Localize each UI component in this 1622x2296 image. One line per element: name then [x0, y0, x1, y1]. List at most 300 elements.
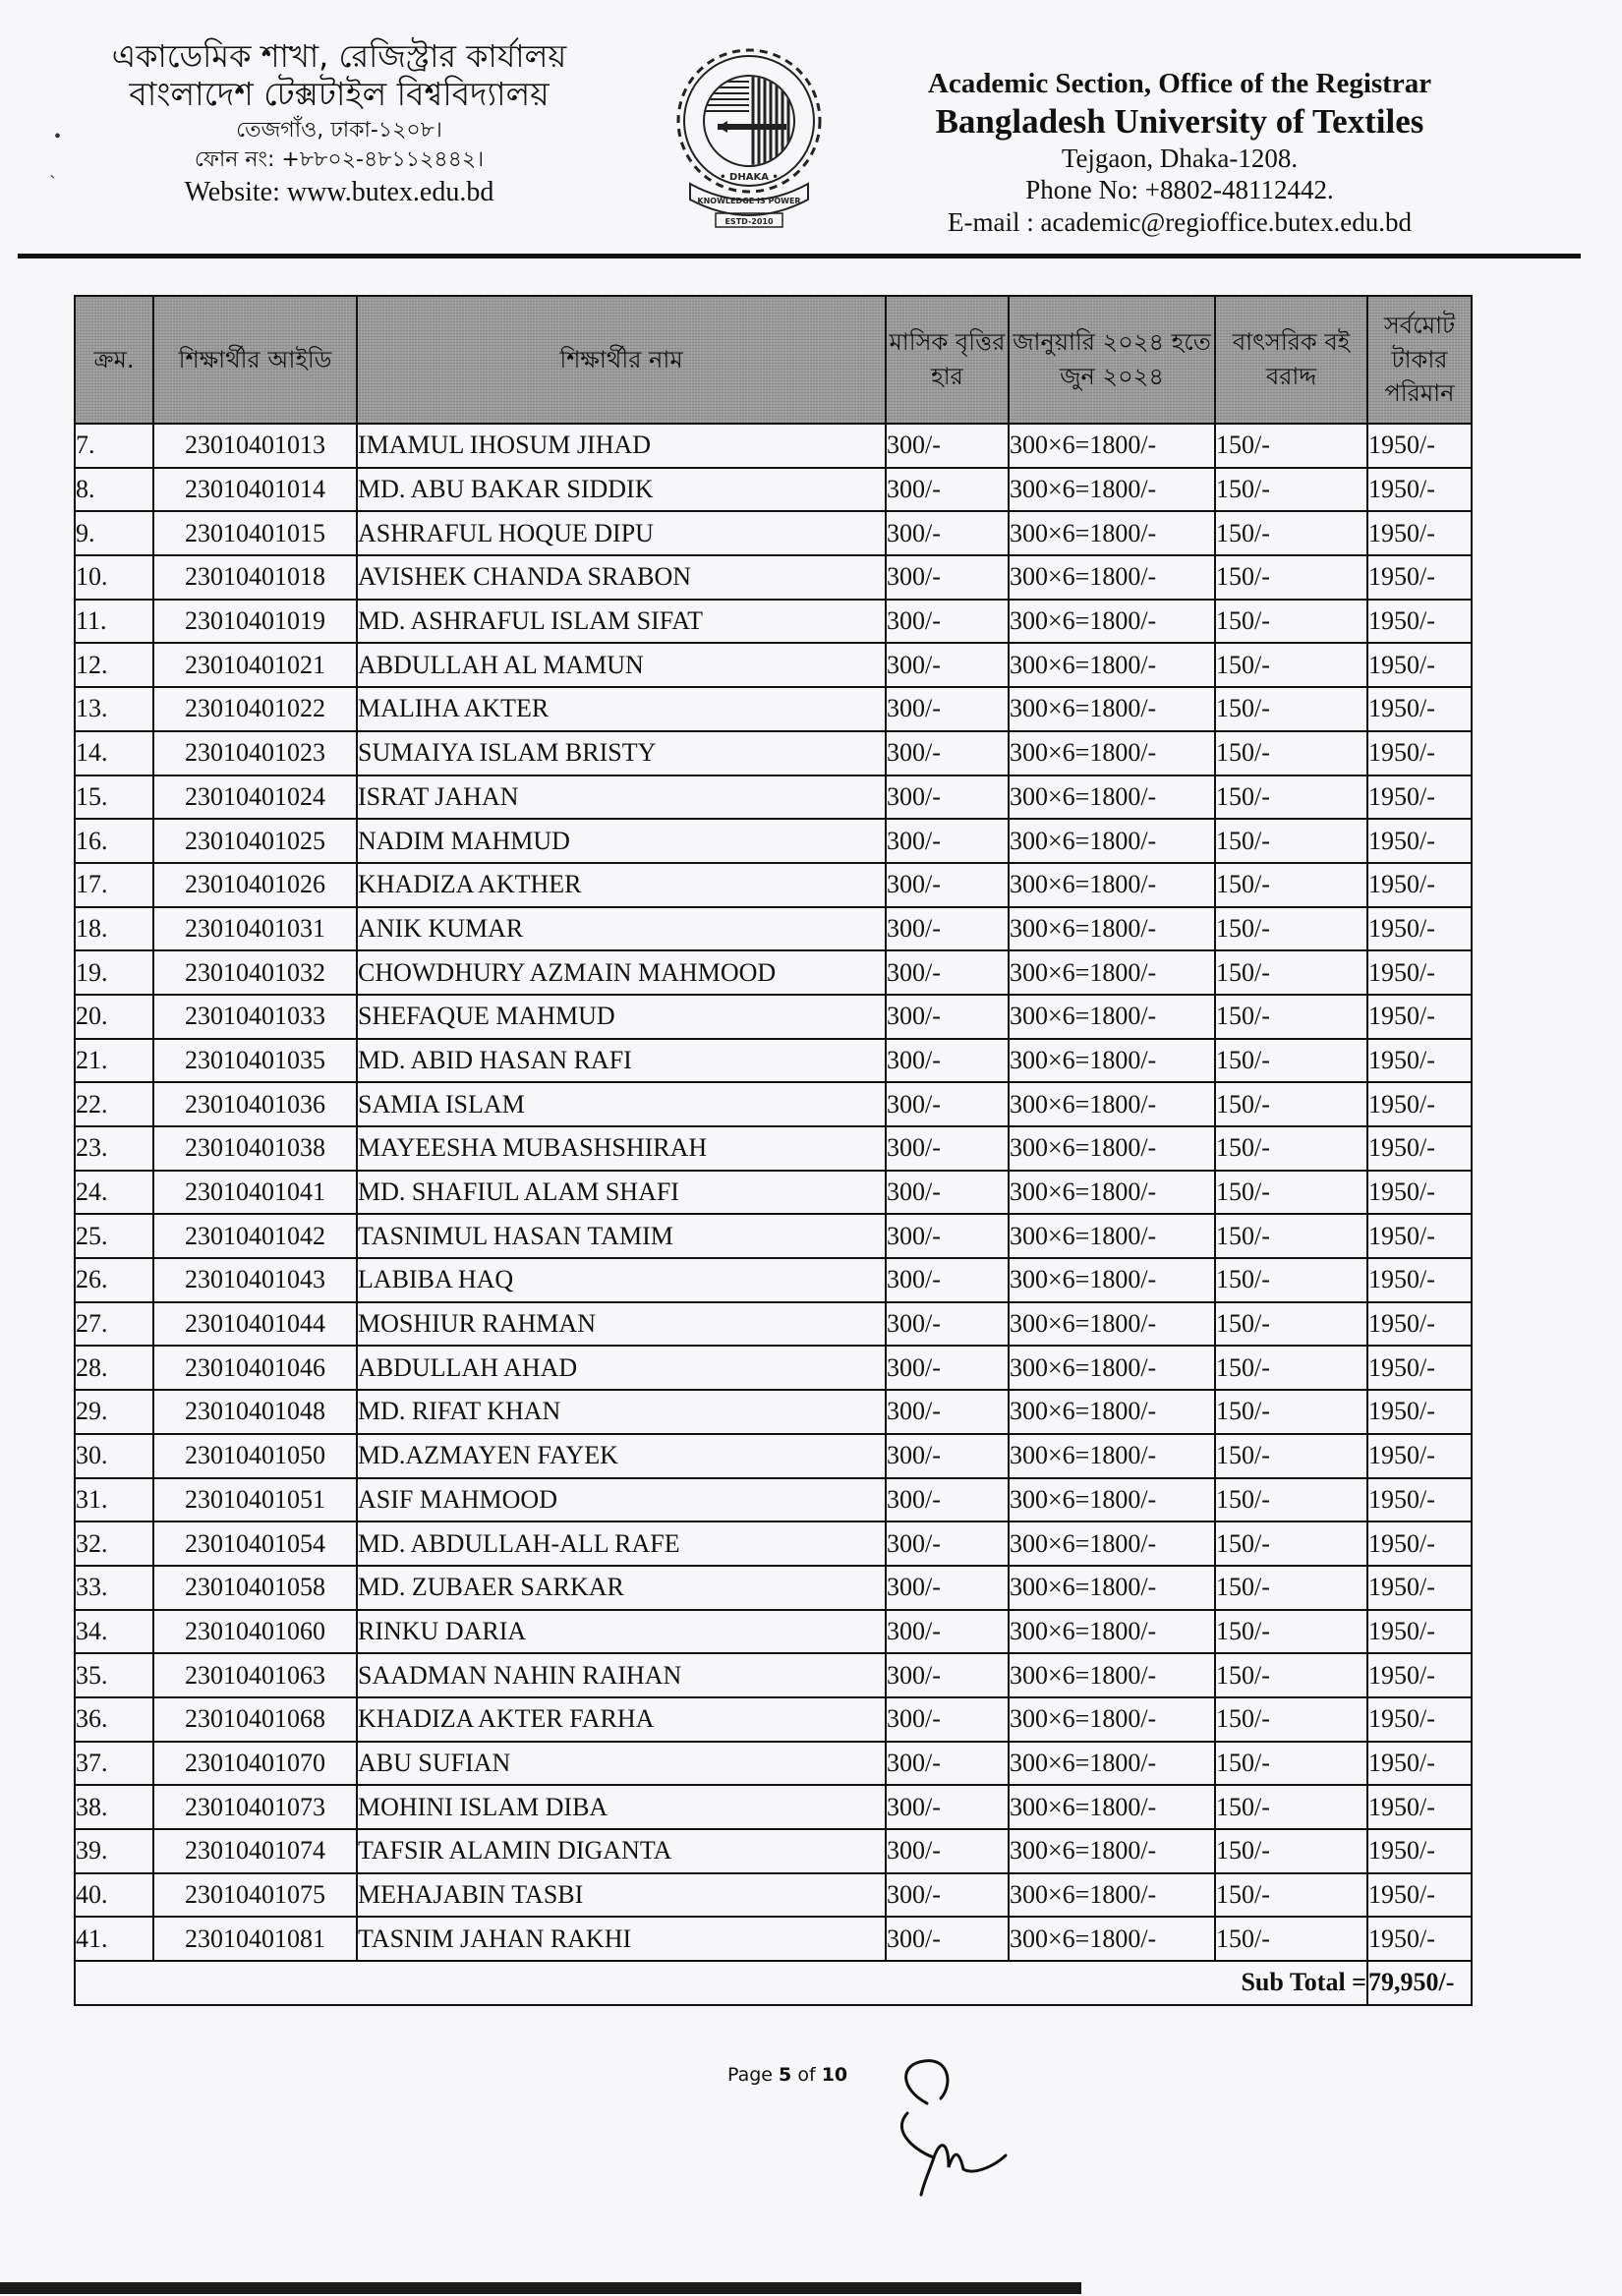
table-row	[75, 1566, 1472, 1610]
row-six-month-calc: 300×6=1800/-	[1009, 907, 1215, 951]
row-serial: 30.	[75, 1434, 153, 1478]
row-student-id: 23010401042	[153, 1214, 357, 1258]
row-total-amount: 1950/-	[1367, 511, 1472, 555]
row-six-month-calc: 300×6=1800/-	[1009, 1917, 1215, 1961]
table-row	[75, 1653, 1472, 1697]
row-student-id: 23010401050	[153, 1434, 357, 1478]
table-row	[75, 1610, 1472, 1654]
row-six-month-calc: 300×6=1800/-	[1009, 1258, 1215, 1302]
row-student-name: ASIF MAHMOOD	[357, 1478, 886, 1522]
row-student-name: MEHAJABIN TASBI	[357, 1873, 886, 1918]
row-book-allowance: 150/-	[1215, 1214, 1367, 1258]
row-student-id: 23010401015	[153, 511, 357, 555]
row-student-name: SHEFAQUE MAHMUD	[357, 995, 886, 1039]
row-total-amount: 1950/-	[1367, 1566, 1472, 1610]
row-student-id: 23010401063	[153, 1653, 357, 1697]
row-serial: 41.	[75, 1917, 153, 1961]
row-six-month-calc: 300×6=1800/-	[1009, 424, 1215, 468]
row-six-month-calc: 300×6=1800/-	[1009, 819, 1215, 863]
row-six-month-calc: 300×6=1800/-	[1009, 1521, 1215, 1566]
row-monthly-rate: 300/-	[886, 687, 1009, 731]
row-total-amount: 1950/-	[1367, 819, 1472, 863]
row-student-id: 23010401051	[153, 1478, 357, 1522]
row-student-name: MD. RIFAT KHAN	[357, 1390, 886, 1434]
gear-ring	[678, 50, 820, 192]
row-total-amount: 1950/-	[1367, 907, 1472, 951]
row-six-month-calc: 300×6=1800/-	[1009, 511, 1215, 555]
row-student-id: 23010401044	[153, 1302, 357, 1347]
letterhead-english	[895, 67, 1465, 238]
row-student-name: MAYEESHA MUBASHSHIRAH	[357, 1126, 886, 1171]
row-book-allowance: 150/-	[1215, 1873, 1367, 1918]
row-monthly-rate: 300/-	[886, 995, 1009, 1039]
page-current: 5	[779, 2064, 792, 2086]
row-student-id: 23010401043	[153, 1258, 357, 1302]
row-six-month-calc: 300×6=1800/-	[1009, 1697, 1215, 1742]
row-six-month-calc: 300×6=1800/-	[1009, 1785, 1215, 1829]
row-total-amount: 1950/-	[1367, 775, 1472, 820]
row-monthly-rate: 300/-	[886, 1171, 1009, 1215]
table-row	[75, 1521, 1472, 1566]
row-six-month-calc: 300×6=1800/-	[1009, 1126, 1215, 1171]
row-monthly-rate: 300/-	[886, 600, 1009, 644]
row-monthly-rate: 300/-	[886, 1390, 1009, 1434]
row-book-allowance: 150/-	[1215, 1785, 1367, 1829]
subtotal-value: 79,950/-	[1367, 1961, 1472, 2005]
row-book-allowance: 150/-	[1215, 1039, 1367, 1083]
row-student-name: ISRAT JAHAN	[357, 775, 886, 820]
table-row	[75, 468, 1472, 512]
row-serial: 8.	[75, 468, 153, 512]
row-monthly-rate: 300/-	[886, 1917, 1009, 1961]
row-total-amount: 1950/-	[1367, 1346, 1472, 1390]
row-total-amount: 1950/-	[1367, 1697, 1472, 1742]
subtotal-row	[75, 1961, 1472, 2005]
row-student-id: 23010401068	[153, 1697, 357, 1742]
row-six-month-calc: 300×6=1800/-	[1009, 1171, 1215, 1215]
row-six-month-calc: 300×6=1800/-	[1009, 1302, 1215, 1347]
row-book-allowance: 150/-	[1215, 819, 1367, 863]
english-office-name: Academic Section, Office of the Registrar	[927, 68, 1432, 99]
row-student-id: 23010401073	[153, 1785, 357, 1829]
row-six-month-calc: 300×6=1800/-	[1009, 643, 1215, 687]
row-student-id: 23010401058	[153, 1566, 357, 1610]
row-student-id: 23010401033	[153, 995, 357, 1039]
row-student-id: 23010401014	[153, 468, 357, 512]
row-student-id: 23010401032	[153, 950, 357, 995]
row-student-name: SAADMAN NAHIN RAIHAN	[357, 1653, 886, 1697]
row-total-amount: 1950/-	[1367, 1258, 1472, 1302]
row-serial: 23.	[75, 1126, 153, 1171]
row-book-allowance: 150/-	[1215, 687, 1367, 731]
table-row	[75, 819, 1472, 863]
row-serial: 34.	[75, 1610, 153, 1654]
table-header-row	[75, 296, 1472, 424]
row-monthly-rate: 300/-	[886, 731, 1009, 775]
table-row	[75, 1082, 1472, 1126]
row-book-allowance: 150/-	[1215, 731, 1367, 775]
row-monthly-rate: 300/-	[886, 555, 1009, 600]
header-divider	[18, 254, 1581, 258]
row-book-allowance: 150/-	[1215, 1653, 1367, 1697]
row-six-month-calc: 300×6=1800/-	[1009, 600, 1215, 644]
row-six-month-calc: 300×6=1800/-	[1009, 1434, 1215, 1478]
row-book-allowance: 150/-	[1215, 643, 1367, 687]
row-six-month-calc: 300×6=1800/-	[1009, 1039, 1215, 1083]
row-monthly-rate: 300/-	[886, 1126, 1009, 1171]
row-book-allowance: 150/-	[1215, 600, 1367, 644]
table-row	[75, 1785, 1472, 1829]
row-six-month-calc: 300×6=1800/-	[1009, 1742, 1215, 1786]
page-total: 10	[821, 2064, 848, 2086]
row-total-amount: 1950/-	[1367, 1873, 1472, 1918]
table-row	[75, 555, 1472, 600]
row-monthly-rate: 300/-	[886, 1873, 1009, 1918]
row-student-name: MD.AZMAYEN FAYEK	[357, 1434, 886, 1478]
row-student-id: 23010401013	[153, 424, 357, 468]
row-student-name: MALIHA AKTER	[357, 687, 886, 731]
row-serial: 19.	[75, 950, 153, 995]
row-serial: 17.	[75, 863, 153, 907]
row-book-allowance: 150/-	[1215, 1346, 1367, 1390]
subtotal-label: Sub Total =	[75, 1961, 1367, 2005]
row-student-name: MD. SHAFIUL ALAM SHAFI	[357, 1171, 886, 1215]
row-total-amount: 1950/-	[1367, 1653, 1472, 1697]
row-monthly-rate: 300/-	[886, 1214, 1009, 1258]
row-monthly-rate: 300/-	[886, 907, 1009, 951]
row-student-name: ABDULLAH AHAD	[357, 1346, 886, 1390]
row-student-name: NADIM MAHMUD	[357, 819, 886, 863]
row-serial: 40.	[75, 1873, 153, 1918]
row-total-amount: 1950/-	[1367, 1610, 1472, 1654]
row-serial: 20.	[75, 995, 153, 1039]
row-total-amount: 1950/-	[1367, 1082, 1472, 1126]
table-row	[75, 995, 1472, 1039]
row-student-name: SAMIA ISLAM	[357, 1082, 886, 1126]
row-serial: 39.	[75, 1829, 153, 1873]
row-total-amount: 1950/-	[1367, 863, 1472, 907]
row-student-id: 23010401036	[153, 1082, 357, 1126]
bangla-university-name: বাংলাদেশ টেক্সটাইল বিশ্ববিদ্যালয়	[129, 75, 550, 114]
table-row	[75, 1873, 1472, 1918]
row-serial: 14.	[75, 731, 153, 775]
row-total-amount: 1950/-	[1367, 643, 1472, 687]
row-six-month-calc: 300×6=1800/-	[1009, 863, 1215, 907]
table-row	[75, 775, 1472, 820]
page-number	[727, 2064, 847, 2086]
row-serial: 10.	[75, 555, 153, 600]
bangla-phone: ফোন নং: +৮৮০২-৪৮১১২৪৪২।	[194, 147, 485, 173]
row-student-name: MOSHIUR RAHMAN	[357, 1302, 886, 1347]
row-total-amount: 1950/-	[1367, 950, 1472, 995]
row-book-allowance: 150/-	[1215, 1917, 1367, 1961]
row-total-amount: 1950/-	[1367, 1126, 1472, 1171]
row-six-month-calc: 300×6=1800/-	[1009, 995, 1215, 1039]
row-monthly-rate: 300/-	[886, 1742, 1009, 1786]
row-student-id: 23010401021	[153, 643, 357, 687]
row-total-amount: 1950/-	[1367, 1214, 1472, 1258]
row-serial: 13.	[75, 687, 153, 731]
row-serial: 37.	[75, 1742, 153, 1786]
row-student-id: 23010401018	[153, 555, 357, 600]
row-six-month-calc: 300×6=1800/-	[1009, 1653, 1215, 1697]
row-total-amount: 1950/-	[1367, 600, 1472, 644]
university-logo-icon	[668, 44, 831, 241]
row-student-name: LABIBA HAQ	[357, 1258, 886, 1302]
row-serial: 32.	[75, 1521, 153, 1566]
row-serial: 7.	[75, 424, 153, 468]
row-total-amount: 1950/-	[1367, 1785, 1472, 1829]
logo-established-text: ESTD-2010	[724, 217, 774, 226]
row-monthly-rate: 300/-	[886, 1521, 1009, 1566]
table-row	[75, 1917, 1472, 1961]
row-total-amount: 1950/-	[1367, 555, 1472, 600]
row-student-name: ABDULLAH AL MAMUN	[357, 643, 886, 687]
row-total-amount: 1950/-	[1367, 1521, 1472, 1566]
row-serial: 38.	[75, 1785, 153, 1829]
row-serial: 33.	[75, 1566, 153, 1610]
row-monthly-rate: 300/-	[886, 1346, 1009, 1390]
row-monthly-rate: 300/-	[886, 819, 1009, 863]
row-serial: 18.	[75, 907, 153, 951]
row-student-name: KHADIZA AKTER FARHA	[357, 1697, 886, 1742]
row-student-name: ASHRAFUL HOQUE DIPU	[357, 511, 886, 555]
table-row	[75, 1039, 1472, 1083]
row-student-id: 23010401046	[153, 1346, 357, 1390]
row-total-amount: 1950/-	[1367, 1039, 1472, 1083]
row-serial: 29.	[75, 1390, 153, 1434]
table-row	[75, 600, 1472, 644]
table-row	[75, 643, 1472, 687]
row-book-allowance: 150/-	[1215, 1126, 1367, 1171]
row-book-allowance: 150/-	[1215, 1082, 1367, 1126]
row-book-allowance: 150/-	[1215, 468, 1367, 512]
english-email: E-mail : academic@regioffice.butex.edu.bd	[948, 206, 1412, 237]
row-serial: 24.	[75, 1171, 153, 1215]
signature-icon	[880, 2059, 1017, 2197]
row-student-name: SUMAIYA ISLAM BRISTY	[357, 731, 886, 775]
row-student-name: IMAMUL IHOSUM JIHAD	[357, 424, 886, 468]
row-student-name: TASNIM JAHAN RAKHI	[357, 1917, 886, 1961]
table-row	[75, 1171, 1472, 1215]
row-student-id: 23010401041	[153, 1171, 357, 1215]
row-student-id: 23010401031	[153, 907, 357, 951]
row-book-allowance: 150/-	[1215, 1258, 1367, 1302]
row-book-allowance: 150/-	[1215, 424, 1367, 468]
row-six-month-calc: 300×6=1800/-	[1009, 1873, 1215, 1918]
table-row	[75, 1346, 1472, 1390]
row-monthly-rate: 300/-	[886, 950, 1009, 995]
row-six-month-calc: 300×6=1800/-	[1009, 1214, 1215, 1258]
row-student-name: CHOWDHURY AZMAIN MAHMOOD	[357, 950, 886, 995]
table-row	[75, 1258, 1472, 1302]
row-book-allowance: 150/-	[1215, 907, 1367, 951]
row-six-month-calc: 300×6=1800/-	[1009, 1610, 1215, 1654]
col-header-annual-book: বাৎসরিক বই বরাদ্দ	[1215, 296, 1367, 424]
row-monthly-rate: 300/-	[886, 643, 1009, 687]
row-student-name: MD. ZUBAER SARKAR	[357, 1566, 886, 1610]
row-book-allowance: 150/-	[1215, 1434, 1367, 1478]
row-student-name: TASNIMUL HASAN TAMIM	[357, 1214, 886, 1258]
row-student-id: 23010401075	[153, 1873, 357, 1918]
row-book-allowance: 150/-	[1215, 1742, 1367, 1786]
row-total-amount: 1950/-	[1367, 1478, 1472, 1522]
row-student-name: KHADIZA AKTHER	[357, 863, 886, 907]
row-book-allowance: 150/-	[1215, 511, 1367, 555]
row-student-name: MD. ABDULLAH-ALL RAFE	[357, 1521, 886, 1566]
row-student-id: 23010401023	[153, 731, 357, 775]
row-monthly-rate: 300/-	[886, 1302, 1009, 1347]
row-student-id: 23010401026	[153, 863, 357, 907]
row-book-allowance: 150/-	[1215, 775, 1367, 820]
table-row	[75, 950, 1472, 995]
row-six-month-calc: 300×6=1800/-	[1009, 1566, 1215, 1610]
row-monthly-rate: 300/-	[886, 1610, 1009, 1654]
row-six-month-calc: 300×6=1800/-	[1009, 1478, 1215, 1522]
row-monthly-rate: 300/-	[886, 1785, 1009, 1829]
row-six-month-calc: 300×6=1800/-	[1009, 555, 1215, 600]
row-six-month-calc: 300×6=1800/-	[1009, 950, 1215, 995]
row-total-amount: 1950/-	[1367, 995, 1472, 1039]
row-book-allowance: 150/-	[1215, 1171, 1367, 1215]
page-of: of	[797, 2064, 816, 2086]
english-university-name: Bangladesh University of Textiles	[935, 101, 1424, 141]
scan-edge-shadow	[0, 2282, 1081, 2294]
row-serial: 9.	[75, 511, 153, 555]
row-student-id: 23010401060	[153, 1610, 357, 1654]
row-book-allowance: 150/-	[1215, 1390, 1367, 1434]
row-serial: 35.	[75, 1653, 153, 1697]
row-six-month-calc: 300×6=1800/-	[1009, 468, 1215, 512]
row-serial: 31.	[75, 1478, 153, 1522]
row-student-id: 23010401035	[153, 1039, 357, 1083]
website: Website: www.butex.edu.bd	[184, 176, 494, 207]
row-monthly-rate: 300/-	[886, 1653, 1009, 1697]
table-body	[75, 424, 1472, 1961]
row-book-allowance: 150/-	[1215, 1478, 1367, 1522]
scan-mark: ˎ	[49, 157, 56, 179]
row-total-amount: 1950/-	[1367, 1302, 1472, 1347]
row-student-id: 23010401054	[153, 1521, 357, 1566]
col-header-student-id: শিক্ষার্থীর আইডি	[153, 296, 357, 424]
row-total-amount: 1950/-	[1367, 424, 1472, 468]
bangla-office-name: একাডেমিক শাখা, রেজিস্ট্রার কার্যালয়	[111, 37, 567, 75]
table-row	[75, 1478, 1472, 1522]
col-header-jan-jun-2024: জানুয়ারি ২০২৪ হতে জুন ২০২৪	[1009, 296, 1215, 424]
row-student-id: 23010401022	[153, 687, 357, 731]
table-row	[75, 1434, 1472, 1478]
row-serial: 26.	[75, 1258, 153, 1302]
row-student-name: ANIK KUMAR	[357, 907, 886, 951]
stipend-table	[74, 295, 1473, 2006]
row-student-name: AVISHEK CHANDA SRABON	[357, 555, 886, 600]
row-total-amount: 1950/-	[1367, 1171, 1472, 1215]
row-total-amount: 1950/-	[1367, 1390, 1472, 1434]
row-total-amount: 1950/-	[1367, 731, 1472, 775]
col-header-monthly-rate: মাসিক বৃত্তির হার	[886, 296, 1009, 424]
row-book-allowance: 150/-	[1215, 1302, 1367, 1347]
row-student-id: 23010401025	[153, 819, 357, 863]
row-six-month-calc: 300×6=1800/-	[1009, 1346, 1215, 1390]
row-monthly-rate: 300/-	[886, 1697, 1009, 1742]
row-student-id: 23010401070	[153, 1742, 357, 1786]
row-monthly-rate: 300/-	[886, 1039, 1009, 1083]
row-serial: 22.	[75, 1082, 153, 1126]
table-row	[75, 1697, 1472, 1742]
row-six-month-calc: 300×6=1800/-	[1009, 775, 1215, 820]
row-book-allowance: 150/-	[1215, 555, 1367, 600]
page-prefix: Page	[727, 2064, 773, 2086]
row-monthly-rate: 300/-	[886, 863, 1009, 907]
row-student-id: 23010401048	[153, 1390, 357, 1434]
row-serial: 25.	[75, 1214, 153, 1258]
row-serial: 27.	[75, 1302, 153, 1347]
table-row	[75, 687, 1472, 731]
row-serial: 36.	[75, 1697, 153, 1742]
row-total-amount: 1950/-	[1367, 1742, 1472, 1786]
table-row	[75, 1126, 1472, 1171]
row-book-allowance: 150/-	[1215, 995, 1367, 1039]
row-book-allowance: 150/-	[1215, 1829, 1367, 1873]
row-monthly-rate: 300/-	[886, 511, 1009, 555]
row-book-allowance: 150/-	[1215, 950, 1367, 995]
row-total-amount: 1950/-	[1367, 1829, 1472, 1873]
col-header-total-amount: সর্বমোট টাকার পরিমান	[1367, 296, 1472, 424]
row-monthly-rate: 300/-	[886, 1082, 1009, 1126]
row-book-allowance: 150/-	[1215, 1566, 1367, 1610]
row-monthly-rate: 300/-	[886, 424, 1009, 468]
table-row	[75, 863, 1472, 907]
logo-motto-text: KNOWLEDGE IS POWER	[697, 197, 801, 205]
row-six-month-calc: 300×6=1800/-	[1009, 1390, 1215, 1434]
row-student-name: TAFSIR ALAMIN DIGANTA	[357, 1829, 886, 1873]
row-student-name: MD. ABID HASAN RAFI	[357, 1039, 886, 1083]
english-address: Tejgaon, Dhaka-1208.	[1061, 143, 1299, 173]
row-total-amount: 1950/-	[1367, 1917, 1472, 1961]
table-row	[75, 1390, 1472, 1434]
row-student-name: ABU SUFIAN	[357, 1742, 886, 1786]
row-monthly-rate: 300/-	[886, 1566, 1009, 1610]
logo-city-text: • DHAKA •	[720, 172, 779, 183]
row-serial: 15.	[75, 775, 153, 820]
row-serial: 28.	[75, 1346, 153, 1390]
bangla-address: তেজগাঁও, ঢাকা-১২০৮।	[236, 117, 442, 143]
row-monthly-rate: 300/-	[886, 468, 1009, 512]
english-phone: Phone No: +8802-48112442.	[1025, 175, 1334, 205]
col-header-serial: ক্রম.	[75, 296, 153, 424]
row-total-amount: 1950/-	[1367, 687, 1472, 731]
row-serial: 12.	[75, 643, 153, 687]
scan-mark: •	[54, 126, 62, 147]
row-six-month-calc: 300×6=1800/-	[1009, 1082, 1215, 1126]
row-monthly-rate: 300/-	[886, 1258, 1009, 1302]
table-row	[75, 1742, 1472, 1786]
table-row	[75, 1214, 1472, 1258]
table-row	[75, 424, 1472, 468]
row-monthly-rate: 300/-	[886, 1478, 1009, 1522]
row-serial: 11.	[75, 600, 153, 644]
row-book-allowance: 150/-	[1215, 1697, 1367, 1742]
row-six-month-calc: 300×6=1800/-	[1009, 1829, 1215, 1873]
row-student-id: 23010401074	[153, 1829, 357, 1873]
row-student-id: 23010401024	[153, 775, 357, 820]
row-book-allowance: 150/-	[1215, 1610, 1367, 1654]
row-serial: 21.	[75, 1039, 153, 1083]
row-six-month-calc: 300×6=1800/-	[1009, 687, 1215, 731]
row-student-name: MD. ABU BAKAR SIDDIK	[357, 468, 886, 512]
row-student-id: 23010401081	[153, 1917, 357, 1961]
row-book-allowance: 150/-	[1215, 1521, 1367, 1566]
